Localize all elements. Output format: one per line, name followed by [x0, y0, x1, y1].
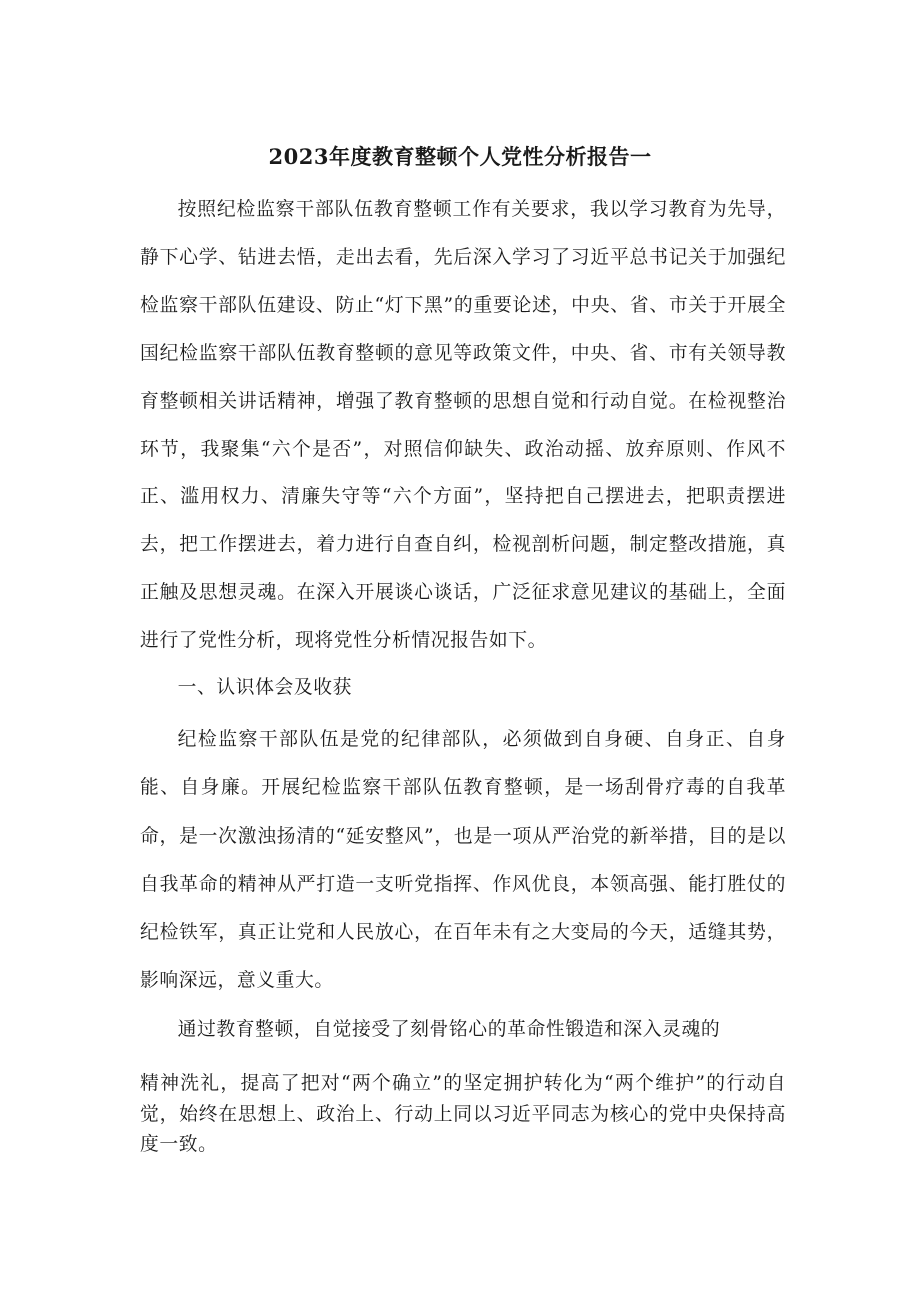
paragraph-education-line-1: 通过教育整顿，自觉接受了刻骨铭心的革命性锻造和深入灵魂的 — [177, 1019, 721, 1040]
paragraph-section-1: 纪检监察干部队伍是党的纪律部队，必须做到自身硬、自身正、自身能、自身廉。开展纪检监察干部队伍教育整顿，是一场刮骨疗毒的自我革命，是一次激浊扬清的“延安整风”，也是一项从严治党的新举措，目的是以自我革命的精神从严打造一支听党指挥、作风优良，本领高强、能打胜仗的纪检铁军，真正让党和人民放心，在百年未有之大变局的今天，适缝其势，影响深远，意义重大。 — [140, 729, 786, 992]
paragraph-intro: 按照纪检监察干部队伍教育整顿工作有关要求，我以学习教育为先导，静下心学、钻进去悟，走出去看，先后深入学习了习近平总书记关于加强纪检监察干部队伍建设、防止“灯下黑”的重要论述，中央、省、市关于开展全国纪检监察干部队伍教育整顿的意见等政策文件，中央、省、市有关领导教育整顿相关讲话精神，增强了教育整顿的思想自觉和行动自觉。在检视整治环节，我聚集“六个是否”，对照信仰缺失、政治动摇、放弃原则、作风不正、滥用权力、清廉失守等“六个方面”，坚持把自己摆进去，把职责摆进去，把工作摆进去，着力进行自查自纠，检视剖析问题，制定整改措施，真正触及思想灵魂。在深入开展谈心谈话，广泛征求意见建议的基础上，全面进行了党性分析，现将党性分析情况报告如下。 — [140, 199, 786, 652]
document-title: 2023年度教育整顿个人党性分析报告一 — [268, 144, 652, 169]
paragraph-education-continued: 精神洗礼，提高了把对“两个确立”的坚定拥护转化为“两个维护”的行动自觉，始终在思想上、政治上、行动上同以习近平同志为核心的党中央保持高度一致。 — [140, 1073, 786, 1155]
section-heading-1: 一、认识体会及收获 — [177, 677, 353, 698]
